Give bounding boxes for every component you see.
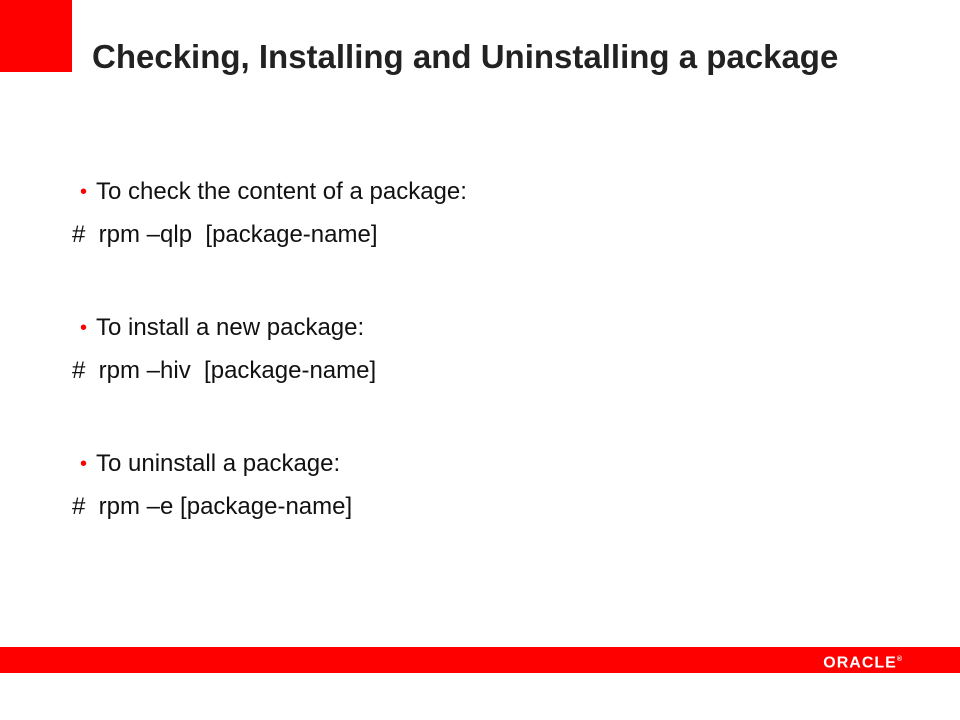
bullet-dot-icon: • [80, 453, 88, 475]
bullet-text: To check the content of a package: [96, 178, 467, 205]
command-line-check-content: # rpm –qlp [package-name] [72, 221, 378, 248]
oracle-logo [823, 651, 902, 672]
bullet-text: To uninstall a package: [96, 450, 341, 477]
registered-mark: ® [896, 656, 902, 663]
bullet-dot-icon: • [80, 317, 88, 339]
corner-accent-block [0, 0, 72, 72]
footer-bar [0, 647, 960, 673]
slide-title: Checking, Installing and Uninstalling a package [92, 38, 839, 75]
bullet-text: To install a new package: [96, 314, 365, 341]
oracle-logo-text: ORACLE [823, 654, 897, 672]
bullet-dot-icon: • [80, 181, 88, 203]
command-line-uninstall: # rpm –e [package-name] [72, 493, 353, 520]
command-line-install: # rpm –hiv [package-name] [72, 357, 377, 384]
